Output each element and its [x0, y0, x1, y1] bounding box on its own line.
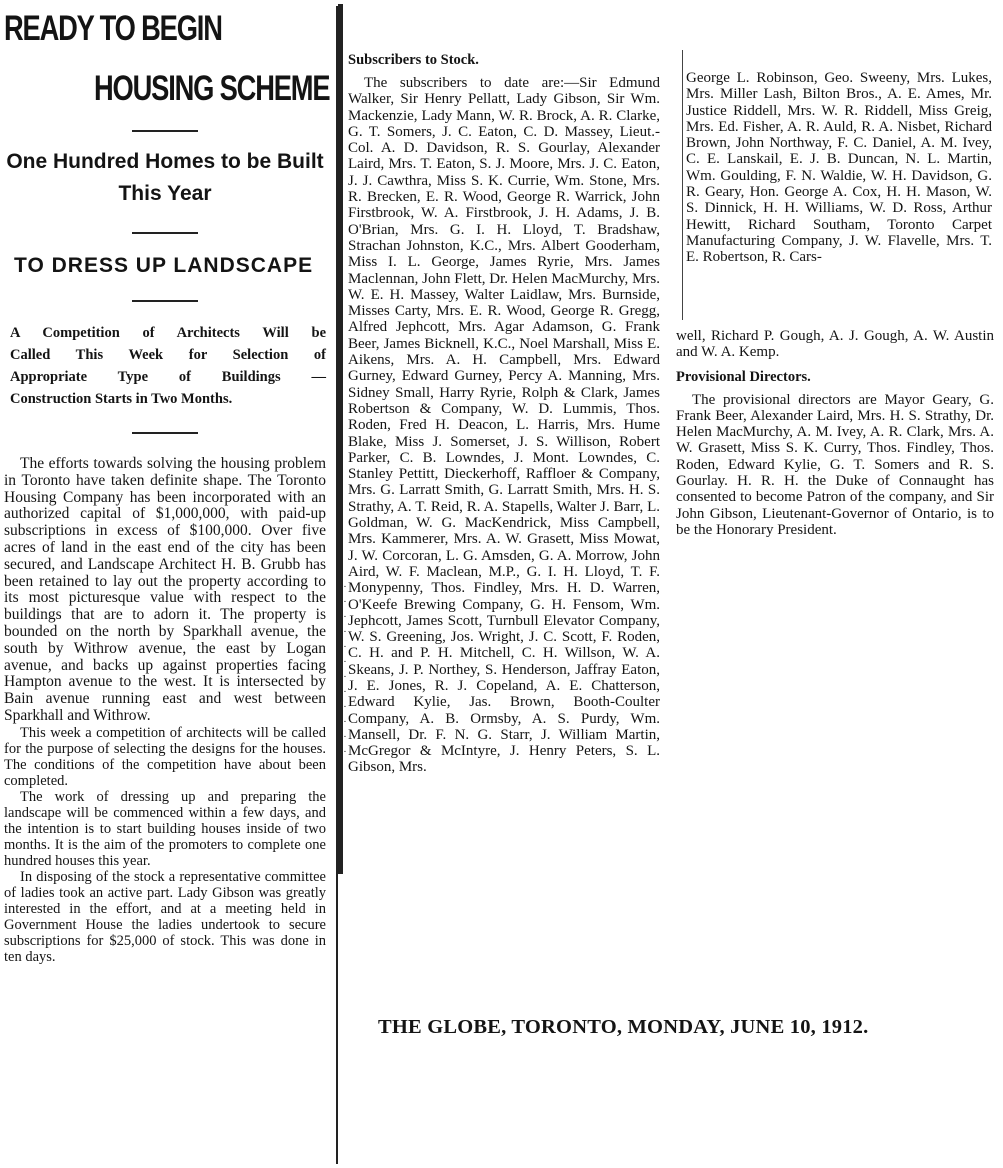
directors-heading: Provisional Directors. — [676, 368, 811, 385]
article-column-3b — [676, 328, 994, 538]
paragraph: The subscribers to date are:—Sir Edmund Walker, Sir Henry Pellatt, Lady Gibson, Sir Wm. Mackenzie, Lady Mann, W. R. Brock, A. R. Clarke, G. T. Somers, J. C. Eaton, C. D. Massey, Lieut.-Col. A. D. Davidson, R. S. Gourlay, Alexander Laird, Mrs. T. Eaton, S. J. Moore, Mrs. J. C. Eaton, J. J. Cawthra, Miss S. K. Currie, Wm. Stone, Mrs. R. Brecken, E. R. Wood, George R. Warrick, John Firstbrook, W. A. Firstbrook, J. H. Adams, J. B. O'Brian, Mrs. G. I. H. Lloyd, T. Bradshaw, Strachan Johnston, K.C., Mrs. Albert Gooderham, Miss I. L. George, James Ryrie, Mrs. James Maclennan, John Flett, Dr. Helen MacMurchy, Mrs. W. E. H. Massey, Walter Laidlaw, Mrs. Burnside, Misses Carty, Mrs. E. R. Wood, George R. Gregg, Alfred Jephcott, Mrs. Agar Adamson, G. Frank Beer, James Bicknell, K.C., Noel Marshall, Miss E. Aikens, Mrs. A. H. Campbell, Mrs. Edward Gurney, Edward Gurney, Percy A. Manning, Mrs. Sidney Small, Harry Ryrie, Rolph & Clark, James Robertson & Company, W. D. Lummis, Thos. Roden, Fred H. Deacon, L. Harris, Mrs. Hume Blake, Miss J. Somerset, J. S. Willison, Robert Parker, C. B. Lowndes, J. Mont. Lowndes, C. Stanley Pettitt, Dieckerhoff, Raffloer & Company, Mrs. G. Larratt Smith, G. Larratt Smith, Mrs. H. S. Strathy, A. T. Reid, R. A. Stapells, Walter J. Barr, L. Goldman, W. G. MacKendrick, Miss Campbell, Mrs. Kammerer, Mrs. A. W. Grasett, Miss Mowat, J. W. Corcoran, L. G. Amsden, G. A. Morrow, John Aird, W. F. Maclean, M.P., G. I. H. Lloyd, T. F. Monypenny, Thos. Findley, Mrs. H. D. Warren, O'Keefe Brewing Company, G. H. Fensom, Wm. Jephcott, James Scott, Turnbull Elevator Company, W. S. Greening, Jos. Wright, J. C. Scott, F. Roden, C. H. and P. H. Mitchell, C. H. Willson, W. A. Skeans, J. P. Northey, S. Henderson, Jaffray Eaton, J. E. Jones, R. J. Copeland, A. E. Chatterson, Edward Kylie, Jas. Brown, Booth-Coulter Company, A. B. Ormsby, A. S. Purdy, Wm. Mansell, Dr. F. N. G. Starr, J. William Martin, McGregor & McIntyre, J. Henry Peters, S. L. Gibson, Mrs. — [348, 75, 660, 776]
divider — [132, 432, 198, 434]
dateline: THE GLOBE, TORONTO, MONDAY, JUNE 10, 1912. — [378, 1016, 869, 1038]
paragraph: In disposing of the stock a representative committee of ladies took an active part. Lady Gibson was greatly interested in the effort, and at a meeting held in Government House the ladies undertook to secure subscriptions for $25,000 of stock. This was done in ten days. — [4, 868, 326, 965]
paragraph: well, Richard P. Gough, A. J. Gough, A. W. Austin and W. A. Kemp. — [676, 328, 994, 361]
deck — [10, 322, 326, 410]
deck-line: Appropriate Type of Buildings — — [10, 369, 326, 385]
column-rule — [338, 4, 343, 874]
margin-marks: · · · · · · · · · · · · — [343, 581, 347, 758]
paragraph: The provisional directors are Mayor Geary, G. Frank Beer, Alexander Laird, Mrs. H. S. Strathy, Dr. Helen MacMurchy, A. M. Ivey, A. R. Clark, Mrs. A. W. Grasett, Miss S. K. Curry, Thos. Findley, Thos. Roden, Edward Kylie, G. T. Somers and R. S. Gourlay. H. R. H. the Duke of Connaught has consented to become Patron of the company, and Sir John Gibson, Lieutenant-Governor of Ontario, is to be the Honorary President. — [676, 391, 994, 538]
headline-line-2: HOUSING SCHEME — [94, 69, 330, 108]
divider — [132, 300, 198, 302]
column-rule — [682, 50, 687, 320]
article-column-2 — [348, 52, 660, 776]
subscribers-list — [348, 75, 660, 776]
article-column-1 — [4, 6, 330, 965]
subheadline: One Hundred Homes to be Built This Year — [6, 150, 324, 205]
deck-line: Construction Starts in Two Months. — [10, 391, 233, 407]
subscribers-continued — [686, 70, 992, 266]
directors-text — [676, 392, 994, 539]
subscribers-end — [676, 328, 994, 361]
headline-line-1: READY TO BEGIN — [4, 9, 222, 48]
deck-line: Called This Week for Selection of — [10, 347, 326, 363]
paragraph: The efforts towards solving the housing problem in Toronto have taken definite shape. The Toronto Housing Company has been incorporated with an authorized capital of $1,000,000, with paid-up subscriptions in excess of $100,000. Over five acres of land in the east end of the city has been secured, and Landscape Architect H. B. Grubb has been retained to lay out the property according to its most picturesque value with respect to the buildings that are to adorn it. The property is bounded on the north by Sparkhall avenue, the south by Withrow avenue, the east by Logan avenue, and backs up against properties facing Hampton avenue to the west. It is intersected by Bain avenue running east and west between Sparkhall and Withrow. — [4, 455, 326, 724]
divider — [132, 130, 198, 132]
article-column-3 — [686, 70, 992, 266]
paragraph: George L. Robinson, Geo. Sweeny, Mrs. Lukes, Mrs. Miller Lash, Bilton Bros., A. E. Ames, Mr. Justice Riddell, Mrs. W. R. Riddell, Miss Greig, Mrs. Ed. Fisher, A. R. Auld, R. A. Nisbet, Richard Brown, John Northway, F. C. Daniel, A. M. Ivey, C. E. Lanskail, E. J. B. Duncan, N. L. Martin, Wm. Goulding, F. N. Waldie, W. H. Davidson, G. R. Geary, Hon. George A. Cox, H. H. Mason, W. S. Dinnick, H. H. Williams, W. D. Ross, Arthur Hewitt, Richard Southam, Toronto Carpet Manufacturing Company, J. W. Flavelle, Mrs. T. E. Robertson, R. Cars- — [686, 70, 992, 266]
article-body — [4, 456, 326, 965]
subscribers-heading: Subscribers to Stock. — [348, 52, 479, 68]
subheadline-2: TO DRESS UP LANDSCAPE — [14, 254, 314, 277]
paragraph: The work of dressing up and preparing the landscape will be commenced within a few days, and the intention is to start building houses inside of two months. It is the aim of the promoters to complete one hundred houses this year. — [4, 788, 326, 869]
divider — [132, 232, 198, 234]
paragraph: This week a competition of architects will be called for the purpose of selecting the designs for the houses. The conditions of the competition have about been completed. — [4, 724, 326, 789]
deck-line: A Competition of Architects Will be — [10, 325, 326, 341]
